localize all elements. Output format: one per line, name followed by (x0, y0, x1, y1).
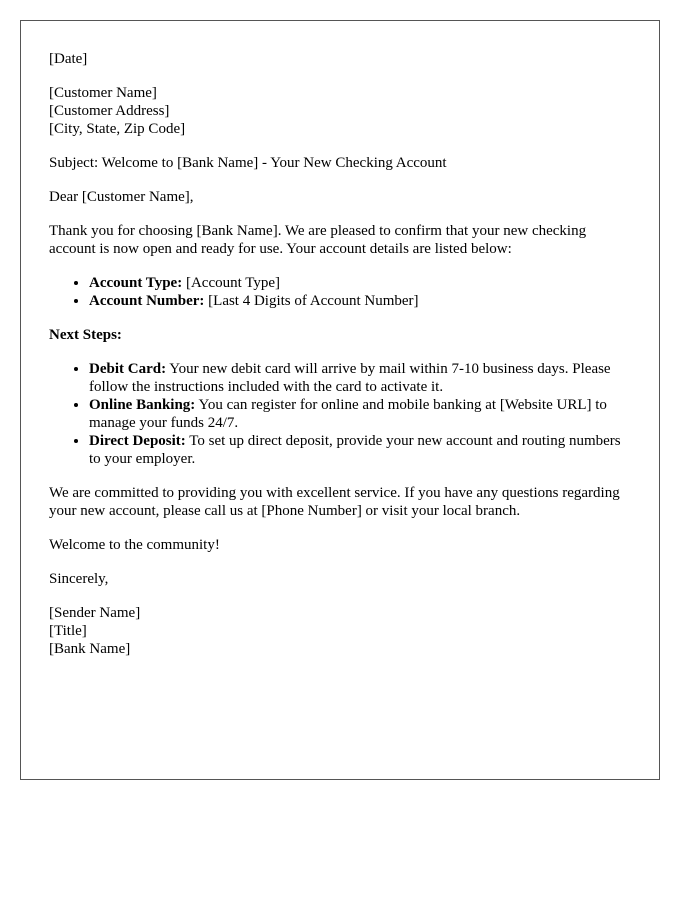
online-banking-text: You can register for online and mobile banking at [Website URL] to manage your funds 24/7. (89, 397, 607, 431)
sender-bank: [Bank Name] (49, 641, 131, 657)
list-item (89, 396, 631, 432)
account-details-list (49, 274, 631, 310)
next-steps-list (49, 360, 631, 468)
recipient-address: [Customer Address] (49, 103, 170, 119)
signature-block (49, 604, 631, 658)
next-steps-heading: Next Steps: (49, 327, 122, 343)
closing-line: Sincerely, (49, 571, 109, 587)
list-item (89, 292, 631, 310)
debit-card-label: Debit Card: (89, 361, 167, 377)
account-number-value: [Last 4 Digits of Account Number] (204, 293, 419, 309)
account-type-label: Account Type: (89, 275, 183, 291)
service-paragraph: We are committed to providing you with excellent service. If you have any questions regarding your new account, please call us at [Phone Number] or visit your local branch. (49, 485, 620, 519)
account-number-label: Account Number: (89, 293, 205, 309)
direct-deposit-label: Direct Deposit: (89, 433, 186, 449)
list-item (89, 432, 631, 468)
letter-date: [Date] (49, 51, 88, 67)
recipient-name: [Customer Name] (49, 85, 157, 101)
recipient-city-state-zip: [City, State, Zip Code] (49, 121, 186, 137)
intro-paragraph: Thank you for choosing [Bank Name]. We are pleased to confirm that your new checking account is now open and ready for use. Your account details are listed below: (49, 223, 587, 257)
welcome-line: Welcome to the community! (49, 537, 220, 553)
letter-salutation: Dear [Customer Name], (49, 189, 194, 205)
letter-page (20, 20, 660, 780)
list-item (89, 360, 631, 396)
direct-deposit-text: To set up direct deposit, provide your new account and routing numbers to your employer. (89, 433, 621, 467)
online-banking-label: Online Banking: (89, 397, 196, 413)
sender-name: [Sender Name] (49, 605, 141, 621)
sender-title: [Title] (49, 623, 87, 639)
debit-card-text: Your new debit card will arrive by mail within 7-10 business days. Please follow the instructions included with the card to activate it. (89, 361, 611, 395)
account-type-value: [Account Type] (182, 275, 281, 291)
list-item (89, 274, 631, 292)
recipient-block (49, 84, 631, 138)
letter-subject: Subject: Welcome to [Bank Name] - Your New Checking Account (49, 155, 447, 171)
